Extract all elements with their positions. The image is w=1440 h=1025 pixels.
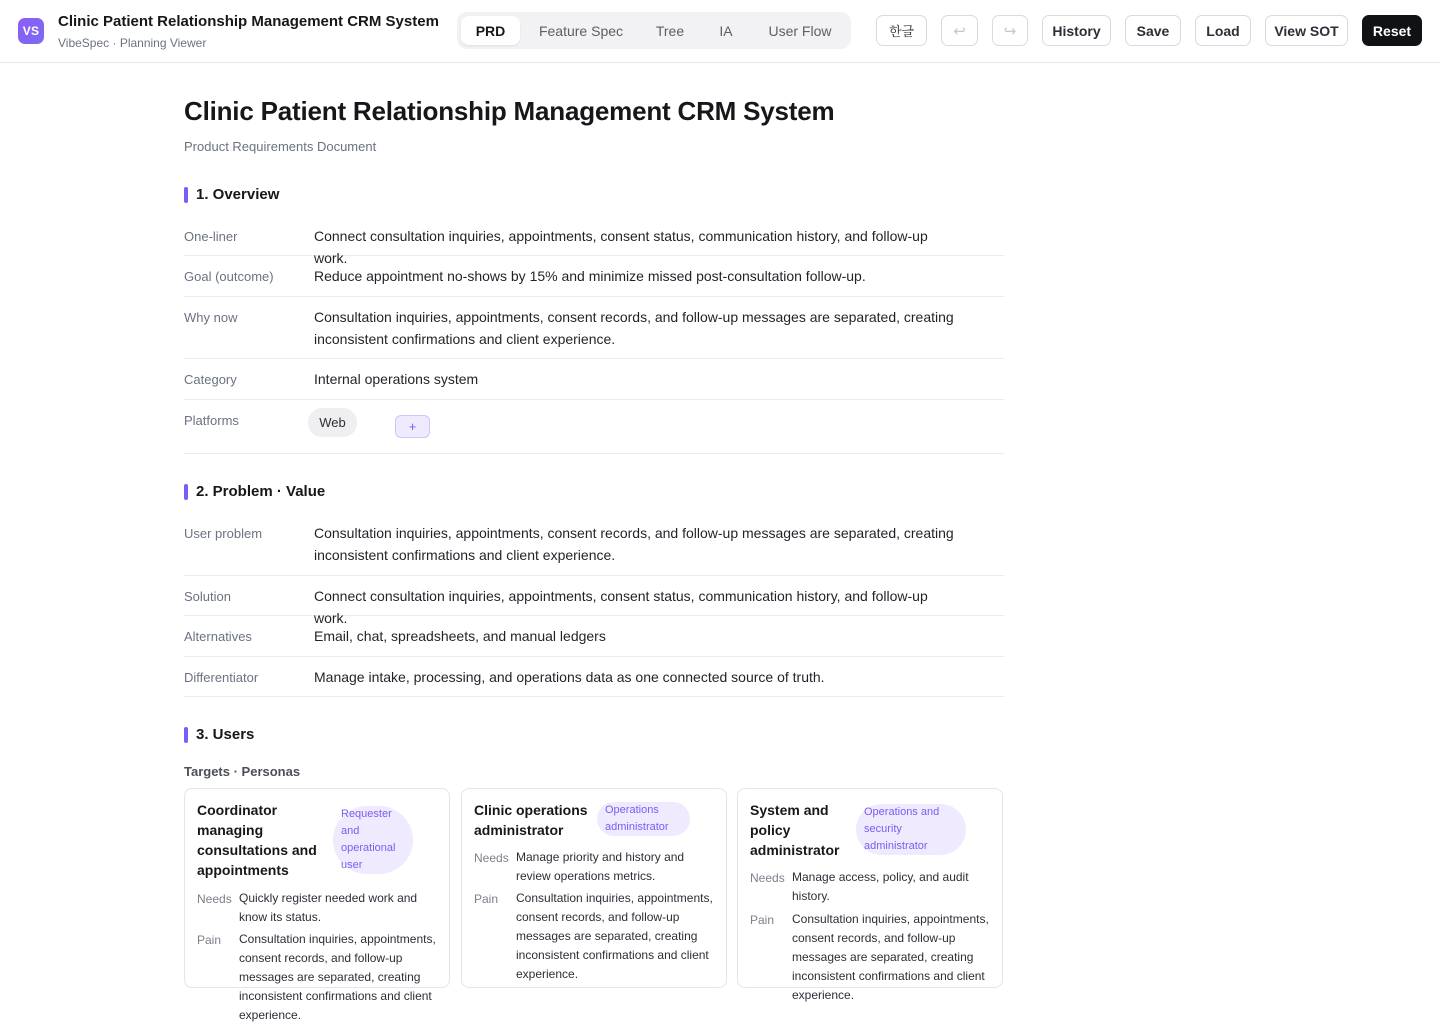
field-value: Manage intake, processing, and operations data as one connected source of truth.	[314, 669, 825, 685]
undo-button[interactable]	[941, 15, 978, 46]
field-value: Consultation inquiries, appointments, consent records, and follow-up messages are separated, creating inconsistent confirmations and client experience.	[314, 309, 954, 347]
persona-card[interactable]	[184, 788, 450, 1022]
persona-title: System and policy administrator	[750, 802, 840, 858]
field-label: One-liner	[184, 229, 238, 244]
view-sot-button[interactable]: View SOT	[1265, 15, 1348, 46]
field-value: Reduce appointment no-shows by 15% and minimize missed post-consultation follow-up.	[314, 268, 866, 284]
persona-needs: Manage priority and history and review operations metrics.	[516, 850, 685, 883]
persona-role-badge: Operations and security administrator	[856, 804, 966, 855]
field-label: Goal (outcome)	[184, 269, 274, 284]
top-bar	[0, 0, 1440, 63]
personas-subheading: Targets · Personas	[184, 764, 301, 779]
add-platform-button[interactable]: +	[395, 415, 430, 438]
pain-label: Pain	[474, 892, 499, 906]
history-button[interactable]: History	[1042, 15, 1111, 46]
app-subtitle: VibeSpec · Planning Viewer	[58, 36, 207, 50]
view-tabs	[457, 12, 851, 49]
field-row-goal	[184, 256, 1004, 297]
field-row-solution	[184, 576, 1004, 626]
field-label: Platforms	[184, 413, 239, 428]
persona-pain: Consultation inquiries, appointments, consent records, and follow-up messages are separated, creating inconsistent confirmations and client experience.	[239, 932, 436, 1022]
language-toggle-button[interactable]: 한글	[876, 15, 927, 46]
field-value: Connect consultation inquiries, appointments, consent status, communication history, and follow-up work.	[314, 588, 928, 626]
field-row-why-now	[184, 297, 1004, 359]
persona-needs: Manage access, policy, and audit history.	[792, 870, 969, 903]
persona-role-badge: Operations administrator	[597, 802, 690, 836]
field-label: Category	[184, 372, 237, 387]
document-title: Clinic Patient Relationship Management CRM System	[184, 96, 835, 126]
needs-label: Needs	[197, 892, 232, 906]
app-logo: VS	[18, 18, 44, 44]
load-button[interactable]: Load	[1195, 15, 1251, 46]
field-row-category	[184, 359, 1004, 400]
persona-card[interactable]	[461, 788, 727, 988]
field-value: Consultation inquiries, appointments, consent records, and follow-up messages are separated, creating inconsistent confirmations and client experience.	[314, 525, 954, 563]
persona-needs: Quickly register needed work and know its status.	[239, 891, 418, 924]
field-row-one-liner	[184, 216, 1004, 266]
platform-chip-web[interactable]: Web	[308, 408, 357, 437]
tab-tree[interactable]: Tree	[655, 22, 685, 39]
section-heading-problem-value: 2. Problem · Value	[184, 483, 325, 500]
section-heading-users: 3. Users	[184, 726, 254, 743]
persona-pain: Consultation inquiries, appointments, consent records, and follow-up messages are separated, creating inconsistent confirmations and client experience.	[516, 891, 713, 981]
pain-label: Pain	[750, 913, 775, 927]
needs-label: Needs	[474, 851, 509, 865]
persona-title: Clinic operations administrator	[474, 802, 588, 838]
needs-label: Needs	[750, 871, 785, 885]
redo-icon: ↪	[1003, 22, 1017, 40]
save-button[interactable]: Save	[1125, 15, 1181, 46]
tab-feature-spec[interactable]: Feature Spec	[538, 22, 624, 39]
reset-button[interactable]: Reset	[1362, 15, 1422, 46]
field-value: Connect consultation inquiries, appointments, consent status, communication history, and follow-up work.	[314, 228, 928, 266]
field-row-differentiator	[184, 657, 1004, 697]
field-label: Alternatives	[184, 629, 252, 644]
field-label: Solution	[184, 589, 231, 604]
document-subtitle: Product Requirements Document	[184, 139, 377, 154]
persona-role-badge: Requester and operational user	[333, 806, 413, 874]
persona-card[interactable]	[737, 788, 1003, 1002]
persona-title: Coordinator managing consultations and appointments	[197, 802, 317, 878]
field-label: Why now	[184, 310, 238, 325]
pain-label: Pain	[197, 933, 222, 947]
undo-icon: ↩	[953, 22, 966, 40]
field-value: Internal operations system	[314, 371, 479, 387]
field-label: User problem	[184, 526, 263, 541]
field-row-platforms	[184, 400, 1004, 454]
tab-user-flow[interactable]: User Flow	[768, 22, 832, 39]
tab-prd[interactable]: PRD	[461, 16, 520, 45]
tab-ia[interactable]: IA	[719, 22, 733, 39]
section-heading-overview: 1. Overview	[184, 186, 279, 203]
field-value: Email, chat, spreadsheets, and manual ledgers	[314, 628, 606, 644]
field-row-user-problem	[184, 513, 1004, 576]
field-label: Differentiator	[184, 670, 259, 685]
persona-pain: Consultation inquiries, appointments, consent records, and follow-up messages are separated, creating inconsistent confirmations and client experience.	[792, 912, 989, 1002]
app-title: Clinic Patient Relationship Management CRM System	[58, 13, 439, 30]
redo-button[interactable]	[992, 15, 1028, 46]
field-row-alternatives	[184, 616, 1004, 657]
